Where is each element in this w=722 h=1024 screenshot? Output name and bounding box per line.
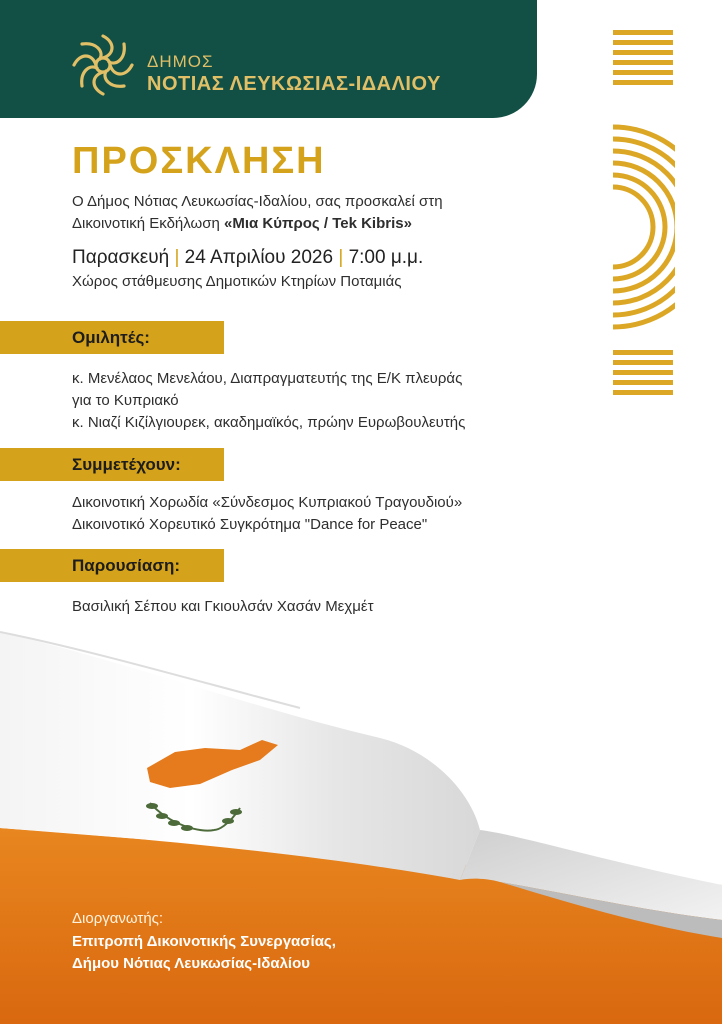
event-date: 24 Απριλίου 2026	[184, 247, 334, 268]
event-day: Παρασκευή	[72, 247, 170, 268]
participants-list	[72, 492, 592, 536]
event-dateline	[72, 247, 423, 269]
decorative-stripes-icon	[613, 30, 675, 430]
event-time: 7:00 μ.μ.	[348, 247, 424, 268]
speakers-heading: Ομιλητές:	[0, 321, 224, 354]
organizer-label: Διοργανωτής:	[72, 910, 164, 927]
presentation-heading: Παρουσίαση:	[0, 549, 224, 582]
participants-heading: Συμμετέχουν:	[0, 448, 224, 481]
speaker-line: για το Κυπριακό	[72, 392, 179, 409]
speaker-line: κ. Νιαζί Κιζίλγιουρεκ, ακαδημαϊκός, πρώην Ευρωβουλευτής	[72, 414, 466, 431]
separator: |	[338, 247, 344, 268]
event-venue: Χώρος στάθμευσης Δημοτικών Κτηρίων Ποταμιάς	[72, 273, 402, 290]
participant-line: Δικοινοτικό Χορευτικό Συγκρότημα "Dance for Peace"	[72, 516, 428, 533]
organizer-line: Επιτροπή Δικοινοτικής Συνεργασίας,	[72, 933, 336, 950]
presentation-list	[72, 596, 592, 618]
municipality-label: ΔΗΜΟΣ	[147, 52, 214, 71]
intro-line	[72, 213, 542, 235]
separator: |	[174, 247, 180, 268]
municipality-logo-icon	[70, 32, 136, 98]
event-name: «Μια Κύπρος / Tek Kibris»	[224, 215, 412, 232]
intro-prefix: Δικοινοτική Εκδήλωση	[72, 215, 225, 232]
speaker-line: κ. Μενέλαος Μενελάου, Διαπραγματευτής της Ε/Κ πλευράς	[72, 370, 463, 387]
municipality-name: ΝΟΤΙΑΣ ΛΕΥΚΩΣΙΑΣ-ΙΔΑΛΙΟΥ	[147, 73, 441, 95]
organizer-name	[72, 931, 336, 975]
participant-line: Δικοινοτική Χορωδία «Σύνδεσμος Κυπριακού Τραγουδιού»	[72, 494, 463, 511]
organizer-line: Δήμου Νότιας Λευκωσίας-Ιδαλίου	[72, 955, 310, 972]
presenter-line: Βασιλική Σέπου και Γκιουλσάν Χασάν Μεχμέτ	[72, 598, 374, 615]
intro-line: Ο Δήμος Νότιας Λευκωσίας-Ιδαλίου, σας προσκαλεί στη	[72, 193, 443, 210]
header-banner	[0, 0, 537, 118]
invitation-intro	[72, 191, 542, 235]
invitation-title: ΠΡΟΣΚΛΗΣΗ	[72, 140, 326, 182]
speakers-list	[72, 368, 592, 434]
